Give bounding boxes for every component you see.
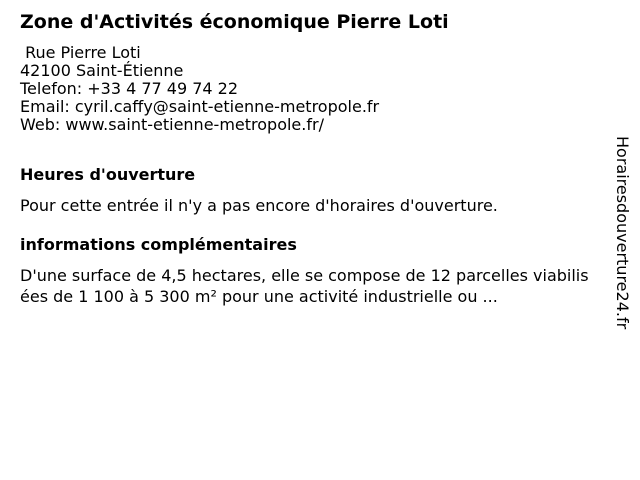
additional-info-text: D'une surface de 4,5 hectares, elle se compose de 12 parcelles viabilisées de 1 100 à 5 300 m² pour une activité industrielle ou ... [20, 266, 589, 306]
street-address: Rue Pierre Loti [20, 43, 141, 62]
website-link[interactable]: Web: www.saint-etienne-metropole.fr/ [20, 115, 324, 134]
page-title: Zone d'Activités économique Pierre Loti [20, 11, 449, 33]
email-address[interactable]: Email: cyril.caffy@saint-etienne-metropole.fr [20, 97, 380, 116]
contact-block [20, 44, 379, 134]
phone-number[interactable]: Telefon: +33 4 77 49 74 22 [20, 79, 239, 98]
additional-info-heading: informations complémentaires [20, 235, 297, 254]
opening-hours-text: Pour cette entrée il n'y a pas encore d'horaires d'ouverture. [20, 196, 498, 215]
site-brand-vertical: Horairesdouverture24.fr [613, 136, 632, 330]
opening-hours-heading: Heures d'ouverture [20, 165, 196, 184]
city-postal: 42100 Saint-Étienne [20, 61, 184, 80]
